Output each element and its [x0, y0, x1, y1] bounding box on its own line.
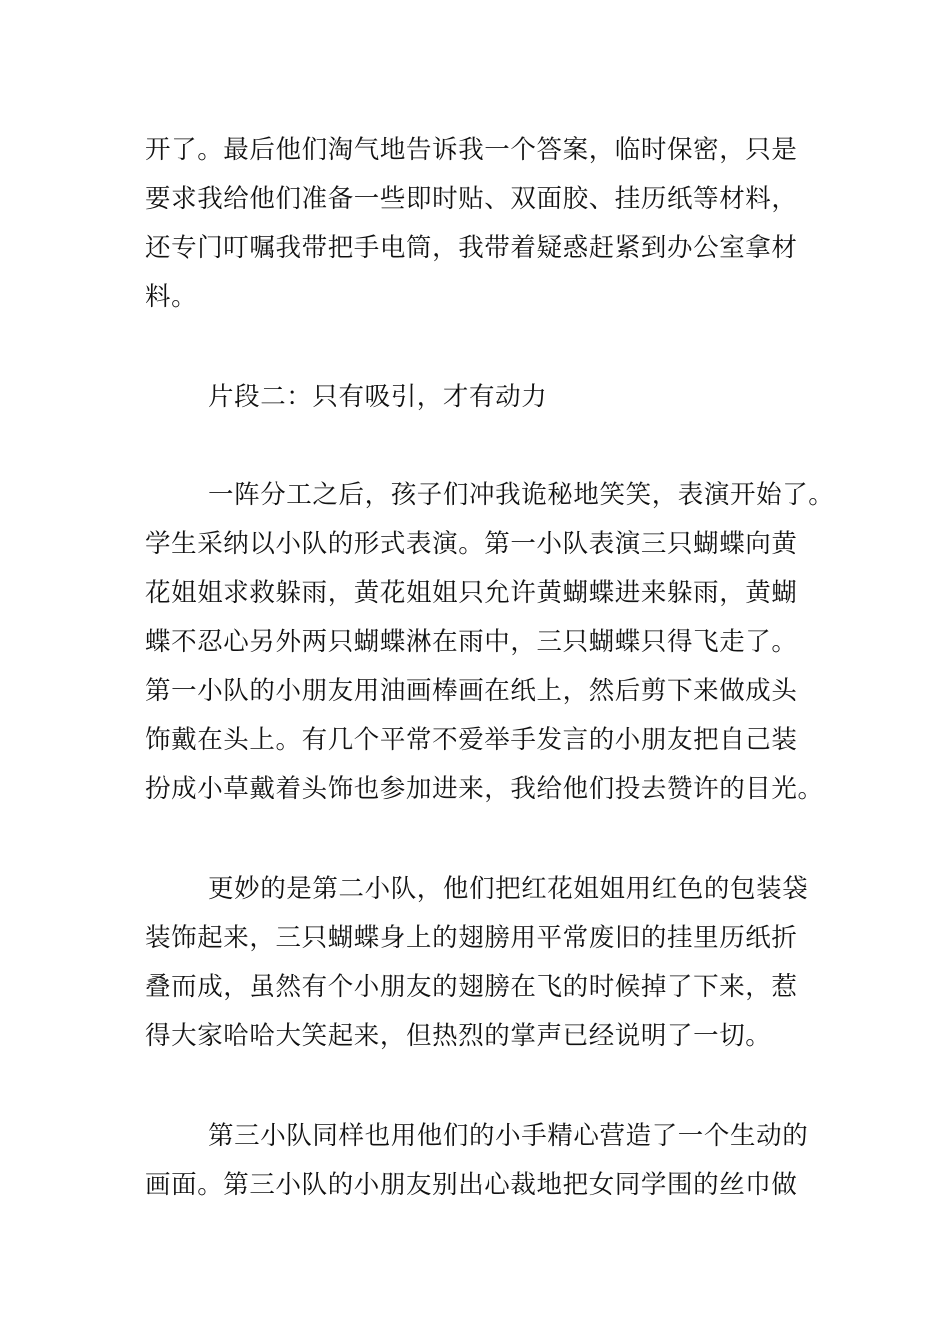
paragraph-2-line-2: 学生采纳以小队的形式表演。第一小队表演三只蝴蝶向黄 [145, 529, 798, 559]
paragraph-4-line-2: 画面。第三小队的小朋友别出心裁地把女同学围的丝巾做 [145, 1170, 798, 1200]
section-heading: 片段二：只有吸引，才有动力 [208, 382, 548, 412]
paragraph-2-line-7: 扮成小草戴着头饰也参加进来，我给他们投去赞许的目光。 [145, 774, 824, 804]
paragraph-2-line-6: 饰戴在头上。有几个平常不爱举手发言的小朋友把自己装 [145, 725, 798, 755]
paragraph-1-line-4: 料。 [145, 282, 198, 312]
paragraph-3-line-3: 叠而成，虽然有个小朋友的翅膀在飞的时候掉了下来，惹 [145, 972, 798, 1002]
paragraph-4-line-1: 第三小队同样也用他们的小手精心营造了一个生动的 [208, 1121, 809, 1151]
paragraph-3-line-1: 更妙的是第二小队，他们把红花姐姐用红色的包装袋 [208, 874, 809, 904]
paragraph-2-line-5: 第一小队的小朋友用油画棒画在纸上，然后剪下来做成头 [145, 676, 798, 706]
paragraph-3-line-4: 得大家哈哈大笑起来，但热烈的掌声已经说明了一切。 [145, 1021, 772, 1051]
paragraph-3-line-2: 装饰起来，三只蝴蝶身上的翅膀用平常废旧的挂里历纸折 [145, 923, 798, 953]
paragraph-2-line-1: 一阵分工之后，孩子们冲我诡秘地笑笑，表演开始了。 [208, 480, 835, 510]
paragraph-1-line-1: 开了。最后他们淘气地告诉我一个答案，临时保密，只是 [145, 135, 798, 165]
paragraph-2-line-3: 花姐姐求救躲雨，黄花姐姐只允许黄蝴蝶进来躲雨，黄蝴 [145, 578, 798, 608]
paragraph-2-line-4: 蝶不忍心另外两只蝴蝶淋在雨中，三只蝴蝶只得飞走了。 [145, 627, 798, 657]
paragraph-1-line-3: 还专门叮嘱我带把手电筒，我带着疑惑赶紧到办公室拿材 [145, 233, 798, 263]
paragraph-1-line-2: 要求我给他们准备一些即时贴、双面胶、挂历纸等材料， [145, 184, 798, 214]
